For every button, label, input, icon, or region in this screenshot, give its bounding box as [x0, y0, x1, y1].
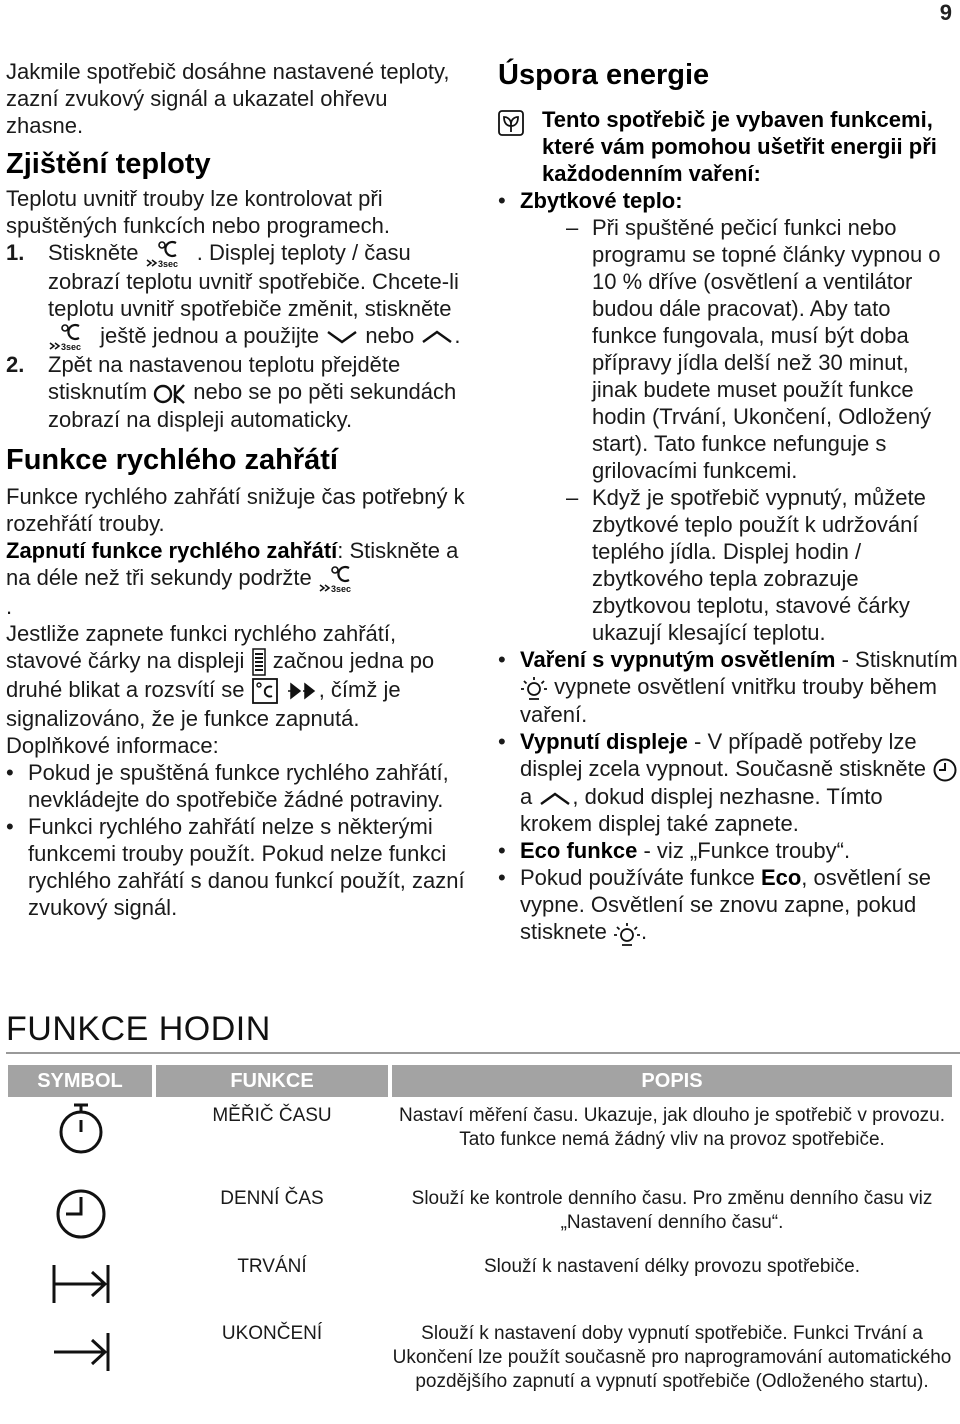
svg-text:3sec: 3sec	[61, 342, 82, 352]
bullet-light-off	[498, 646, 960, 728]
light-off-a: - Stisknutím	[835, 647, 958, 672]
leaf-icon	[498, 110, 524, 136]
display-off-b: a	[520, 784, 533, 810]
ok-icon	[153, 382, 187, 406]
display-off-a: - V případě potřeby lze displej zcela vypnout. Současně stiskněte	[520, 729, 927, 782]
chevron-up-icon	[420, 327, 454, 347]
energy-intro	[498, 106, 960, 187]
fast-indicator-paragraph	[6, 620, 466, 732]
row-description: Nastaví měření času. Ukazuje, jak dlouho je spotřebič v provozu. Tato funkce nemá žádný vliv na provoz spotřebiče.	[399, 1105, 945, 1150]
row-function: DENNÍ ČAS	[220, 1188, 324, 1209]
heading-fast-heat: Funkce rychlého zahřátí	[6, 443, 338, 476]
row-function: MĚŘIČ ČASU	[212, 1105, 332, 1126]
row-function: UKONČENÍ	[221, 1323, 323, 1344]
temp-3sec-icon	[318, 565, 364, 593]
bullet-display-off	[498, 728, 960, 837]
eco-light-b: , osvětlení se vypne. Osvětlení se znovu zapne, pokud stisknete	[520, 865, 931, 945]
intro-text: Jakmile spotřebič dosáhne nastavené teploty, zazní zvukový signál a ukazatel ohřevu zhasne.	[6, 59, 450, 138]
bullet-item: • Funkci rychlého zahřátí nelze s některými funkcemi trouby použít. Pokud nelze funkci rychlého zahřátí s danou funkcí použít, zazní zvukový signál.	[6, 813, 466, 921]
th-description: POPIS	[392, 1065, 952, 1097]
svg-text:3sec: 3sec	[157, 259, 178, 269]
step-1-text-b: . Displej teploty / času zobrazí teplotu uvnitř spotřebiče. Chcete-li teplotu uvnitř spotřebiče změnit, stiskněte	[48, 240, 459, 322]
step-2	[6, 351, 466, 432]
fast-ind-b: začnou jedna po druhé blikat a rozsvítí se	[6, 647, 435, 702]
row-description: Slouží k nastavení doby vypnutí spotřebiče. Funkci Trvání a Ukončení lze použít současně pro naprogramování automatického pozdějšího zapnutí a vypnutí spotřebiče (Odloženého startu).	[392, 1323, 952, 1392]
row-description: Slouží ke kontrole denního času. Pro změnu denního času viz „Nastavení denního času“.	[411, 1188, 933, 1233]
heat-indicator-icon	[251, 677, 279, 705]
light-off-bold: Vaření s vypnutým osvětlením	[520, 647, 836, 672]
eco-light-c: .	[640, 919, 648, 945]
timer-icon	[46, 1102, 116, 1156]
light-off-b: vypnete osvětlení vnitřku trouby během vaření.	[520, 674, 937, 728]
eco-light-bold: Eco	[760, 865, 802, 891]
svg-text:3sec: 3sec	[330, 583, 351, 593]
th-symbol: SYMBOL	[8, 1065, 152, 1097]
bullet-eco-light	[498, 864, 960, 946]
end-icon	[46, 1325, 116, 1379]
temp-paragraph: Teplotu uvnitř trouby lze kontrolovat při spuštěných funkcích nebo programech.	[6, 186, 391, 238]
bullet-residual-heat	[498, 187, 960, 214]
fast-on-text: : Stiskněte a na déle než tři sekundy podržte	[6, 537, 459, 590]
clock-icon	[46, 1187, 116, 1241]
step-2-text-b: nebo se po pěti sekundách zobrazí na displeji automaticky.	[48, 379, 457, 432]
additional-info: Doplňkové informace:	[6, 733, 219, 759]
eco-bold: Eco funkce	[520, 838, 638, 864]
heading-temperature: Zjištění teploty	[6, 148, 211, 180]
clock-icon	[932, 757, 958, 783]
chevron-up-icon	[538, 789, 572, 809]
divider	[6, 1052, 960, 1054]
temp-3sec-icon	[145, 240, 191, 268]
light-icon	[520, 675, 548, 701]
fast-on-paragraph	[6, 537, 466, 620]
step-1-text-e: .	[454, 323, 461, 349]
heading-energy: Úspora energie	[498, 59, 710, 91]
right-column	[498, 58, 960, 947]
fast-ind-a: Jestliže zapnete funkci rychlého zahřátí, stavové čárky na displeji	[6, 620, 397, 673]
th-function: FUNKCE	[156, 1065, 388, 1097]
row-function: TRVÁNÍ	[237, 1256, 307, 1277]
eco-text: - viz „Funkce trouby“.	[637, 838, 851, 864]
fast-on-end: .	[6, 593, 13, 619]
temp-3sec-icon	[48, 323, 94, 351]
display-off-bold: Vypnutí displeje	[520, 729, 688, 755]
step-2-text-a: Zpět na nastavenou teplotu přejděte stisknutím	[48, 352, 401, 405]
dash-item: – Když je spotřebič vypnutý, můžete zbytkové teplo použít k udržování teplého jídla. Displej hodin / zbytkového tepla zobrazuje zbytkovou teplotu, stavové čárky ukazují klesající teplotu.	[498, 484, 960, 646]
step-2-number: 2.	[6, 352, 25, 378]
left-column	[6, 58, 466, 921]
step-1	[6, 239, 466, 351]
fast-on-bold: Zapnutí funkce rychlého zahřátí	[6, 537, 338, 563]
bullet-eco	[498, 837, 960, 864]
energy-intro-text: Tento spotřebič je vybaven funkcemi, které vám pomohou ušetřit energii při každodenním vaření:	[542, 107, 937, 186]
status-bars-icon	[251, 648, 267, 676]
step-1-text-d: nebo	[365, 323, 415, 349]
residual-title: Zbytkové teplo:	[520, 188, 683, 213]
fast-heat-icon	[285, 680, 319, 702]
row-description: Slouží k nastavení délky provozu spotřebiče.	[484, 1256, 860, 1277]
dash-item: – Při spuštěné pečicí funkci nebo programu se topné články vypnou o 10 % dříve (osvětlení a ventilátor budou dále pracovat). Aby tato funkce fungovala, musí být doba přípravy jídla delší než 30 minut, jinak budete muset použít funkce hodin (Trvání, Ukončení, Odložený start). Tato funkce nefunguje s grilovacími funkcemi.	[498, 214, 960, 484]
light-icon	[613, 921, 641, 947]
step-1-text-c: ještě jednou a použijte	[100, 323, 320, 349]
clock-functions-title: FUNKCE HODIN	[6, 1010, 271, 1048]
bullet-item: • Pokud je spuštěná funkce rychlého zahřátí, nevkládejte do spotřebiče žádné potraviny.	[6, 759, 466, 813]
fast-paragraph: Funkce rychlého zahřátí snižuje čas potřebný k rozehřátí trouby.	[6, 483, 465, 536]
step-1-number: 1.	[6, 240, 25, 265]
page-number: 9	[939, 0, 952, 25]
duration-icon	[46, 1257, 116, 1311]
chevron-down-icon	[325, 327, 359, 347]
step-1-text-a: Stiskněte	[48, 240, 139, 265]
fast-ind-c: , čímž je signalizováno, že je funkce zapnutá.	[6, 676, 401, 732]
eco-light-a: Pokud používáte funkce	[520, 865, 761, 891]
display-off-c: , dokud displej nezhasne. Tímto krokem displej také zapnete.	[520, 784, 883, 837]
